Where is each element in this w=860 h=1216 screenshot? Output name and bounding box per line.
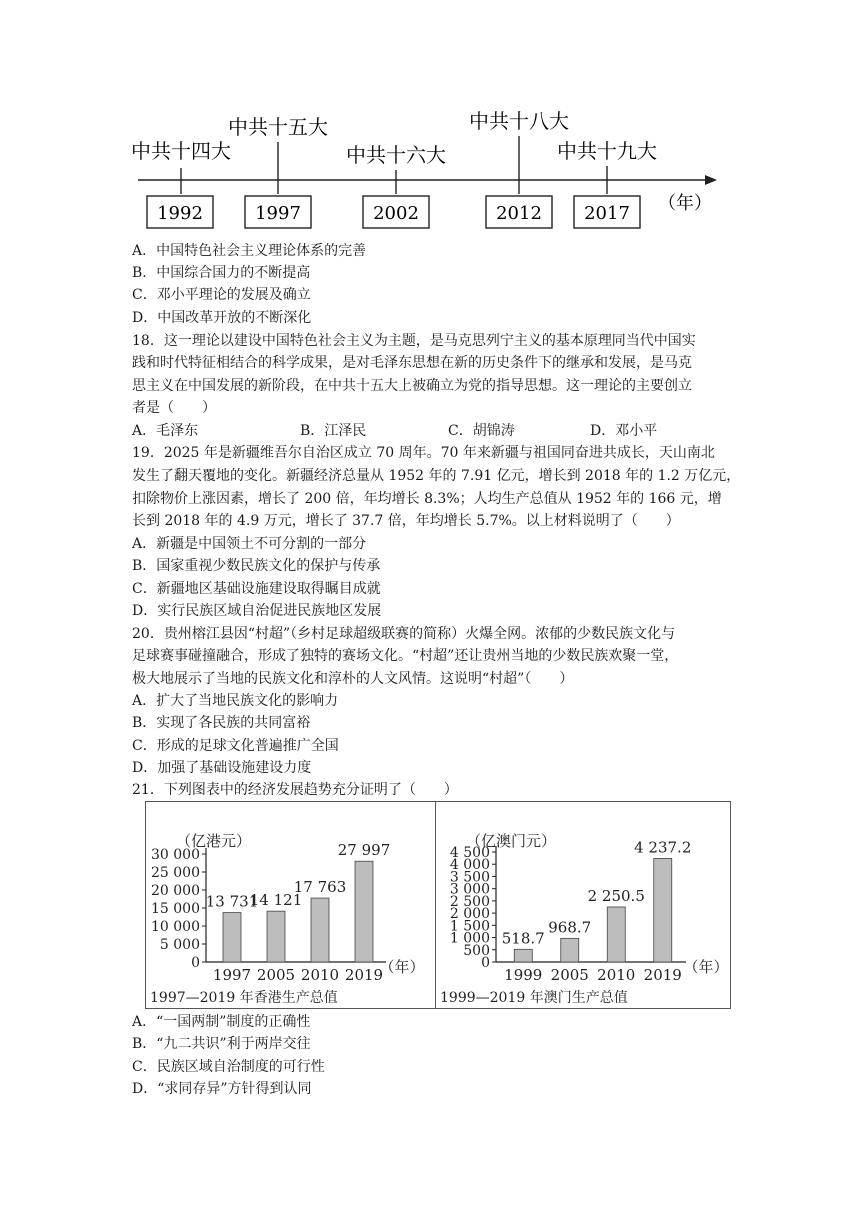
q21-option-a: A．“一国两制”制度的正确性 bbox=[132, 1014, 311, 1030]
timeline-event-label: 中共十八大 bbox=[469, 109, 569, 133]
q18-stem-line: 18．这一理论以建设中国特色社会主义为主题，是马克思列宁主义的基本原理同当代中国实 bbox=[132, 333, 696, 349]
q20-option-a: A．扩大了当地民族文化的影响力 bbox=[132, 693, 339, 709]
macau-gdp-chart-svg bbox=[436, 802, 730, 1008]
bar bbox=[311, 898, 329, 962]
timeline-event-label: 中共十四大 bbox=[131, 139, 231, 163]
x-tick-label: 2019 bbox=[344, 966, 384, 984]
q20-option-d: D．加强了基础设施建设力度 bbox=[132, 760, 312, 776]
bar-value-label: 4 237.2 bbox=[634, 838, 692, 857]
timeline-year: 2002 bbox=[373, 203, 419, 224]
macau-gdp-chart bbox=[436, 802, 730, 1008]
bar-value-label: 968.7 bbox=[548, 918, 592, 937]
x-tick-label: 2019 bbox=[643, 966, 682, 984]
y-tick-label: 20 000 bbox=[151, 883, 200, 899]
y-tick-label: 1 500 bbox=[449, 918, 490, 935]
q18-stem-line: 践和时代特征相结合的科学成果，是对毛泽东思想在新的历史条件下的继承和发展，是马克 bbox=[132, 355, 692, 371]
q19-option-c: C．新疆地区基础设施建设取得瞩目成就 bbox=[132, 581, 381, 597]
timeline-event bbox=[469, 109, 569, 228]
bar-value-label: 518.7 bbox=[501, 929, 545, 948]
bar-value-label: 14 121 bbox=[249, 891, 303, 910]
q18-stem-line: 思主义在中国发展的新阶段，在中共十五大上被确立为党的指导思想。这一理论的主要创立 bbox=[132, 378, 692, 394]
q17-option-d: D．中国改革开放的不断深化 bbox=[132, 310, 312, 326]
timeline-event-label: 中共十九大 bbox=[557, 139, 657, 163]
q17-option-b: B．中国综合国力的不断提高 bbox=[132, 265, 311, 281]
chart-caption: 1997—2019 年香港生产总值 bbox=[150, 990, 338, 1006]
chart-caption: 1999—2019 年澳门生产总值 bbox=[440, 990, 628, 1006]
y-tick-label: 2 000 bbox=[449, 906, 490, 923]
y-axis-unit-label: （亿澳门元） bbox=[466, 832, 557, 850]
q20-stem-line: 20．贵州榕江县因“村超”（乡村足球超级联赛的简称）火爆全网。浓郁的少数民族文化与 bbox=[132, 626, 676, 642]
q19-option-b: B．国家重视少数民族文化的保护与传承 bbox=[132, 558, 381, 574]
timeline-event bbox=[557, 139, 657, 228]
q17-option-c: C．邓小平理论的发展及确立 bbox=[132, 287, 311, 303]
timeline-event bbox=[131, 139, 231, 228]
x-tick-label: 1997 bbox=[212, 966, 252, 984]
y-tick-label: 3 000 bbox=[449, 881, 490, 898]
bar bbox=[561, 938, 579, 962]
q18-stem-line: 者是（ ） bbox=[132, 400, 216, 416]
timeline-svg bbox=[125, 108, 725, 238]
bar-value-label: 2 250.5 bbox=[587, 886, 645, 905]
y-tick-label: 2 500 bbox=[449, 893, 490, 910]
x-tick-label: 2010 bbox=[300, 966, 340, 984]
q18-option-d: D．邓小平 bbox=[590, 423, 658, 439]
gdp-charts-figure bbox=[145, 801, 731, 1009]
timeline-event bbox=[346, 143, 446, 228]
y-tick-label: 0 bbox=[191, 955, 200, 971]
q21-option-b: B．“九二共识”利于两岸交往 bbox=[132, 1036, 311, 1052]
x-tick-label: 2005 bbox=[256, 966, 296, 984]
y-tick-label: 5 000 bbox=[159, 937, 200, 953]
timeline-event-label: 中共十六大 bbox=[346, 143, 446, 167]
x-axis-unit-label: （年） bbox=[379, 958, 425, 976]
hong-kong-gdp-chart bbox=[146, 802, 435, 1008]
timeline-year: 2017 bbox=[584, 203, 630, 224]
y-tick-label: 3 500 bbox=[449, 869, 490, 886]
bar bbox=[355, 861, 373, 962]
q20-option-b: B．实现了各民族的共同富裕 bbox=[132, 715, 311, 731]
x-tick-label: 1999 bbox=[504, 966, 543, 984]
y-axis-unit-label: （亿港元） bbox=[176, 832, 252, 850]
timeline-year: 1997 bbox=[255, 203, 301, 224]
q19-option-d: D．实行民族区域自治促进民族地区发展 bbox=[132, 603, 382, 619]
q19-stem-line: 长到 2018 年的 4.9 万元，增长了 37.7 倍，年均增长 5.7%。以上材料说明了（ ） bbox=[132, 513, 680, 529]
q18-option-a: A．毛泽东 bbox=[132, 423, 199, 439]
hong-kong-gdp-chart-svg bbox=[146, 802, 435, 1008]
bar bbox=[223, 913, 241, 962]
bar bbox=[514, 949, 532, 962]
timeline-year: 2012 bbox=[496, 203, 542, 224]
x-tick-label: 2010 bbox=[597, 966, 636, 984]
timeline-event bbox=[228, 115, 328, 228]
y-tick-label: 25 000 bbox=[151, 865, 200, 881]
bar-value-label: 27 997 bbox=[337, 841, 391, 860]
x-axis-unit-label: （年） bbox=[683, 958, 729, 976]
q18-option-c: C．胡锦涛 bbox=[448, 423, 515, 439]
q20-option-c: C．形成的足球文化普遍推广全国 bbox=[132, 738, 339, 754]
q19-option-a: A．新疆是中国领土不可分割的一部分 bbox=[132, 536, 367, 552]
bar bbox=[267, 911, 285, 962]
q20-stem-line: 足球赛事碰撞融合，形成了独特的赛场文化。“村超”还让贵州当地的少数民族欢聚一堂， bbox=[132, 648, 679, 664]
bar bbox=[654, 858, 672, 962]
y-tick-label: 4 000 bbox=[449, 857, 490, 874]
timeline-arrow bbox=[705, 175, 717, 185]
q20-stem-line: 极大地展示了当地的民族文化和淳朴的人文风情。这说明“村超”（ ） bbox=[132, 671, 574, 687]
q17-option-a: A．中国特色社会主义理论体系的完善 bbox=[132, 243, 367, 259]
y-tick-label: 10 000 bbox=[151, 919, 200, 935]
q18-options bbox=[132, 420, 732, 443]
y-tick-label: 1 000 bbox=[449, 930, 490, 947]
timeline-figure bbox=[125, 108, 725, 238]
q21-stem: 21．下列图表中的经济发展趋势充分证明了（ ） bbox=[132, 782, 458, 798]
q19-stem-line: 发生了翻天覆地的变化。新疆经济总量从 1952 年的 7.91 亿元，增长到 2018 年的 1.2 万亿元， bbox=[132, 468, 741, 484]
q21-option-c: C．民族区域自治制度的可行性 bbox=[132, 1059, 325, 1075]
y-tick-label: 500 bbox=[463, 942, 490, 959]
timeline-unit: （年） bbox=[658, 193, 712, 214]
timeline-event-label: 中共十五大 bbox=[228, 115, 328, 139]
x-tick-label: 2005 bbox=[550, 966, 589, 984]
y-tick-label: 4 500 bbox=[449, 845, 490, 861]
timeline-year: 1992 bbox=[157, 203, 203, 224]
bar-value-label: 13 731 bbox=[205, 892, 259, 911]
q19-stem-line: 扣除物价上涨因素，增长了 200 倍，年均增长 8.3%；人均生产总值从 1952 年的 166 元，增 bbox=[132, 491, 722, 507]
y-tick-label: 0 bbox=[481, 955, 490, 971]
q21-option-d: D．“求同存异”方针得到认同 bbox=[132, 1081, 312, 1097]
bar bbox=[607, 907, 625, 962]
y-tick-label: 15 000 bbox=[151, 901, 200, 917]
bar-value-label: 17 763 bbox=[293, 878, 347, 897]
q18-option-b: B．江泽民 bbox=[300, 423, 367, 439]
q19-stem-line: 19．2025 年是新疆维吾尔自治区成立 70 周年。70 年来新疆与祖国同奋进共成长，天山南北 bbox=[132, 445, 715, 461]
y-tick-label: 30 000 bbox=[151, 847, 200, 863]
